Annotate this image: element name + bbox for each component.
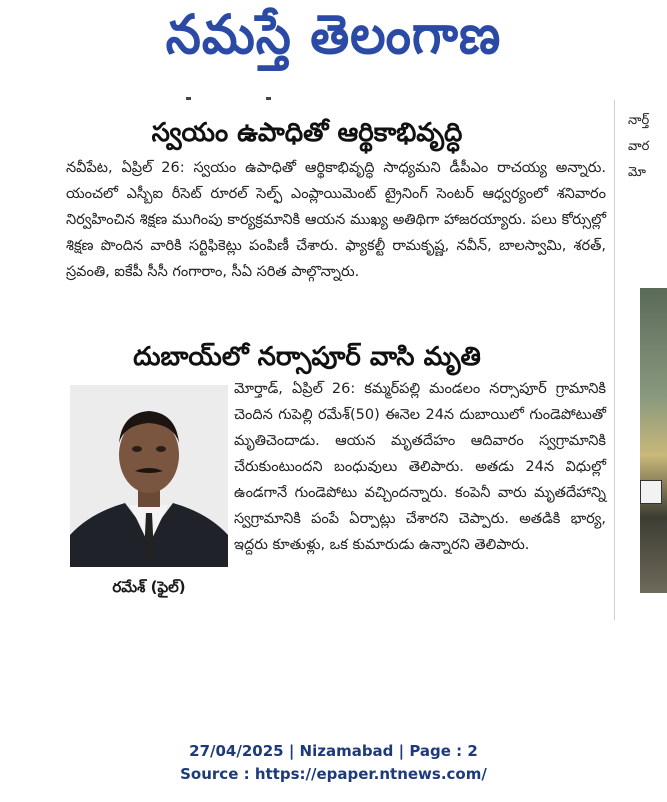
footer-source: Source : https://epaper.ntnews.com/ [180,765,487,783]
decorative-mark [186,97,191,100]
article2-headline: దుబాయ్‌లో నర్సాపూర్ వాసి మృతి [133,342,481,372]
side-line: మో [628,165,646,180]
adjacent-photo [640,288,667,593]
article2-body: మోర్తాడ్, ఏప్రిల్ 26: కమ్మర్‌పల్లి మండలం నర్సాపూర్ గ్రామానికి చెందిన గుపెల్లి రమేశ్(50) ఈనెల 24న దుబాయిలో గుండెపోటుతో మృతిచెందాడు. ఆయన మృతదేహం ఆదివారం స్వగ్రామానికి చేరుకుంటుందని బంధువులు తెలిపారు. అతడు 24న విధుల్లో ఉండగానే గుండెపోటు వచ్చిందన్నారు. కంపెనీ వారు మృతదేహాన్ని స్వగ్రామానికి పంపే ఏర్పాట్లు చేశారని చెప్పారు. అతడికి భార్య, ఇద్దరు కూతుళ్లు, ఒక కుమారుడు ఉన్నారని తెలిపారు. [234,381,606,553]
column-divider [614,100,615,620]
photo-caption: రమేశ్ (ఫైల్) [112,578,186,596]
masthead [0,0,667,92]
adjacent-photo-placard [640,480,662,504]
article1-body: నవీపేట, ఏప్రిల్ 26: స్వయం ఉపాధితో ఆర్థికాభివృద్ధి సాధ్యమని డీపీఎం రాచయ్య అన్నారు. యంచలో ఎస్బీఐ రీసెట్ రూరల్ సెల్ఫ్ ఎంప్లాయిమెంట్ ట్రైనింగ్ సెంటర్ ఆధ్వర్యంలో శనివారం నిర్వహించిన శిక్షణ ముగింపు కార్యక్రమానికి ఆయన ముఖ్య అతిథిగా హాజరయ్యారు. పలు కోర్సుల్లో శిక్షణ పొందిన వారికి సర్టిఫికెట్లు పంపిణీ చేశారు. ఫ్యాకల్టీ రామకృష్ణ, నవీన్, బాలస్వామి, శరత్, స్రవంతి, ఐకేపీ సీసీ గంగారాం, సీఏ సరిత పాల్గొన్నారు. [66,160,606,280]
article1-headline: స్వయం ఉపాధితో ఆర్థికాభివృద్ధి [151,118,463,148]
newspaper-logo: నమస్తే తెలంగాణ [165,3,502,66]
decorative-mark [266,97,271,100]
portrait-illustration [70,385,228,567]
side-line: నార్త్ [628,113,650,128]
adjacent-column-text [628,108,667,186]
person-photo [70,385,228,567]
footer-date-edition: 27/04/2025 | Nizamabad | Page : 2 [189,742,478,760]
side-line: వార [628,139,650,154]
